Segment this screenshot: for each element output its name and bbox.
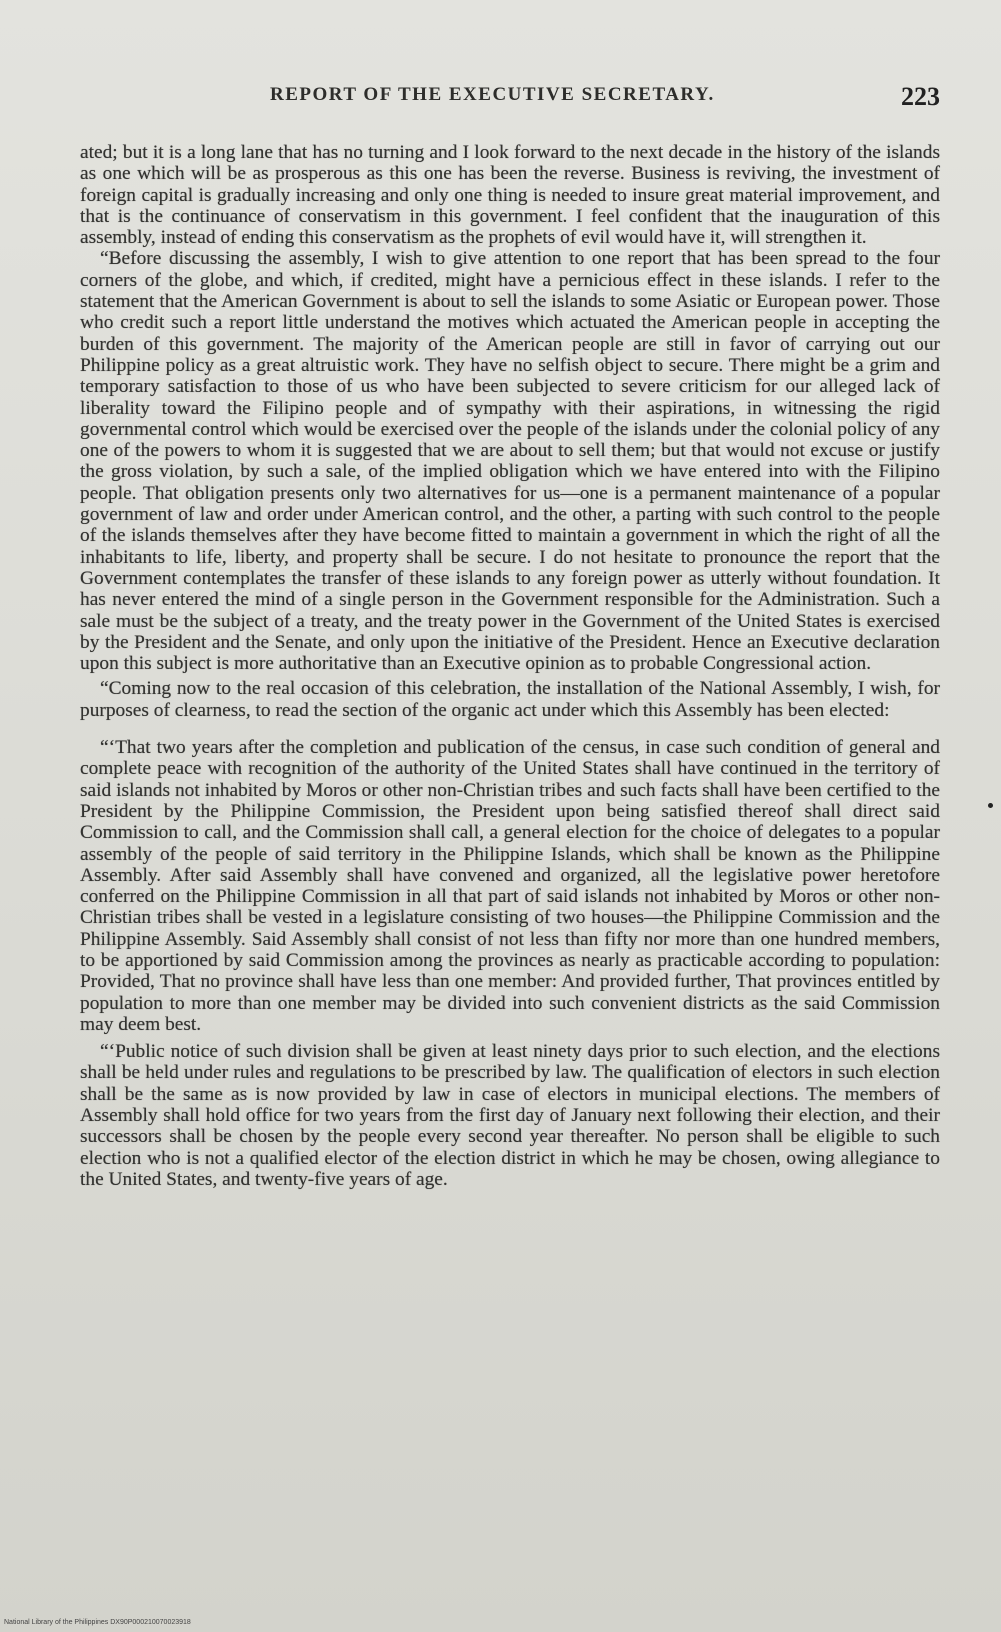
page-body [80,142,940,1190]
paragraph: “Coming now to the real occasion of this celebration, the installation of the National Assembly, I wish, for purposes of clearness, to read the section of the organic act under which this Assembly has been elected: [80,678,940,721]
margin-mark [988,803,993,808]
page-number: 223 [901,82,940,111]
quoted-paragraph: “‘Public notice of such division shall be given at least ninety days prior to such election, and the elections shall be held under rules and regulations to be prescribed by law. The qualification of electors in such election shall be the same as is now provided by law in case of electors in municipal elections. The members of Assembly shall hold office for two years from the first day of January next following their election, and their successors shall be chosen by the people every second year thereafter. No person shall be eligible to such election who is not a qualified elector of the election district in which he may be chosen, owing allegiance to the United States, and twenty-five years of age. [80,1041,940,1190]
paragraph: “Before discussing the assembly, I wish to give attention to one report that has been spread to the four corners of the globe, and which, if credited, might have a pernicious effect in these islands. I refer to the statement that the American Government is about to sell the islands to some Asiatic or European power. Those who credit such a report little understand the motives which actuated the American people in accepting the burden of this government. The majority of the American people are still in favor of carrying out our Philippine policy as a great altruistic work. They have no selfish object to secure. There might be a grim and temporary satisfaction to those of us who have been subjected to severe criticism for our alleged lack of liberality toward the Filipino people and of sympathy with their aspirations, in witnessing the rigid governmental control which would be exercised over the people of the islands under the colonial policy of any one of the powers to whom it is suggested that we are about to sell them; but that would not excuse or justify the gross violation, by such a sale, of the implied obligation which we have entered into with the Filipino people. That obligation presents only two alternatives for us—one is a permanent maintenance of a popular government of law and order under American control, and the other, a parting with such control to the people of the islands themselves after they have become fitted to maintain a government in which the right of all the inhabitants to life, liberty, and property shall be secure. I do not hesitate to pronounce the report that the Government contemplates the transfer of these islands to any foreign power as utterly without foundation. It has never entered the mind of a single person in the Government responsible for the Administration. Such a sale must be the subject of a treaty, and the treaty power in the Government of the United States is exercised by the President and the Senate, and only upon the initiative of the President. Hence an Executive declaration upon this subject is more authoritative than an Executive opinion as to probable Congressional action. [80,248,940,675]
paragraph: ated; but it is a long lane that has no turning and I look forward to the next decade in the history of the islands as one which will be as prosperous as this one has been the reverse. Business is reviving, the investment of foreign capital is gradually increasing and only one thing is needed to insure great material improvement, and that is the continuance of conservatism in this government. I feel confident that the inauguration of this assembly, instead of ending this conservatism as the prophets of evil would have it, will strengthen it. [80,142,940,249]
quoted-paragraph: “‘That two years after the completion and publication of the census, in case such condition of general and complete peace with recognition of the authority of the United States shall have continued in the territory of said islands not inhabited by Moros or other non-Christian tribes and such facts shall have been certified to the President by the Philippine Commission, the President upon being satisfied thereof shall direct said Commission to call, and the Commission shall call, a general election for the choice of delegates to a popular assembly of the people of said territory in the Philippine Islands, which shall be known as the Philippine Assembly. After said Assembly shall have convened and organized, all the legislative power heretofore conferred on the Philippine Commission in all that part of said islands not inhabited by Moros or other non-Christian tribes shall be vested in a legislature consisting of two houses—the Philippine Commission and the Philippine Assembly. Said Assembly shall consist of not less than fifty nor more than one hundred members, to be apportioned by said Commission among the provinces as nearly as practicable according to population: Provided, That no province shall have less than one member: And provided further, That provinces entitled by population to more than one member may be divided into such convenient districts as the said Commission may deem best. [80,737,940,1035]
page-header [80,84,940,116]
scan-footer: National Library of the Philippines DX90P000210070023918 [4,1619,191,1626]
running-head: REPORT OF THE EXECUTIVE SECRETARY. [270,84,715,105]
